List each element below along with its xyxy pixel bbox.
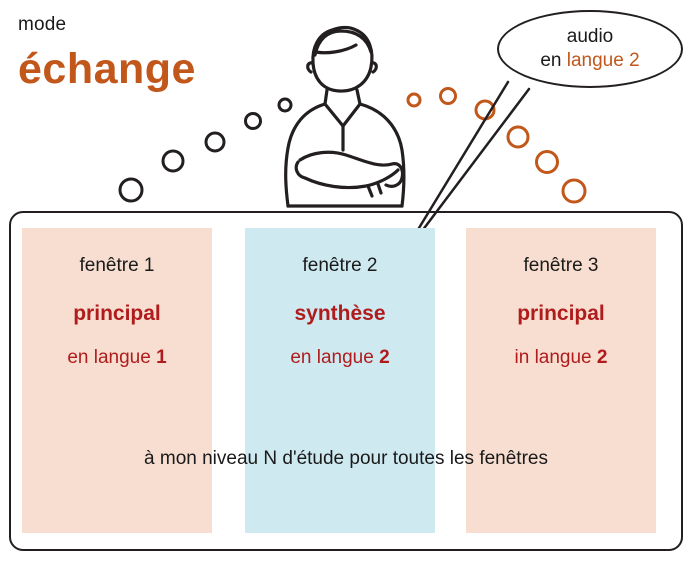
window-2-role: synthèse bbox=[294, 302, 386, 325]
audio-speech-bubble bbox=[497, 10, 683, 88]
window-1-language-number: 1 bbox=[156, 347, 167, 368]
panel-footnote: à mon niveau N d'étude pour toutes les fenêtres bbox=[144, 448, 548, 469]
bubble-line-2-prefix: en bbox=[540, 50, 567, 71]
mode-label: mode bbox=[18, 14, 67, 35]
window-column-3 bbox=[466, 228, 656, 533]
window-2-language bbox=[245, 347, 435, 369]
window-column-1 bbox=[22, 228, 212, 533]
bubble-line-2 bbox=[540, 49, 639, 73]
window-1-role: principal bbox=[73, 302, 161, 325]
window-2-language-prefix: en langue bbox=[290, 347, 380, 368]
window-3-role: principal bbox=[517, 302, 605, 325]
window-3-title: fenêtre 3 bbox=[523, 255, 599, 276]
window-3-language-number: 2 bbox=[596, 347, 608, 368]
window-1-title: fenêtre 1 bbox=[79, 255, 155, 276]
mode-title: échange bbox=[18, 45, 196, 93]
window-2-language-number: 2 bbox=[379, 347, 390, 368]
right-speech-dots bbox=[408, 89, 585, 203]
window-1-language bbox=[22, 347, 212, 369]
window-3-language-prefix: in langue bbox=[514, 347, 597, 368]
person-icon bbox=[286, 27, 404, 206]
window-3-language bbox=[466, 347, 656, 369]
window-column-2 bbox=[245, 228, 435, 533]
bubble-line-2-highlight: langue 2 bbox=[566, 50, 640, 71]
left-speech-dots bbox=[120, 99, 291, 201]
bubble-line-1: audio bbox=[566, 25, 614, 47]
window-1-language-prefix: en langue bbox=[67, 347, 157, 368]
window-2-title: fenêtre 2 bbox=[302, 255, 378, 276]
